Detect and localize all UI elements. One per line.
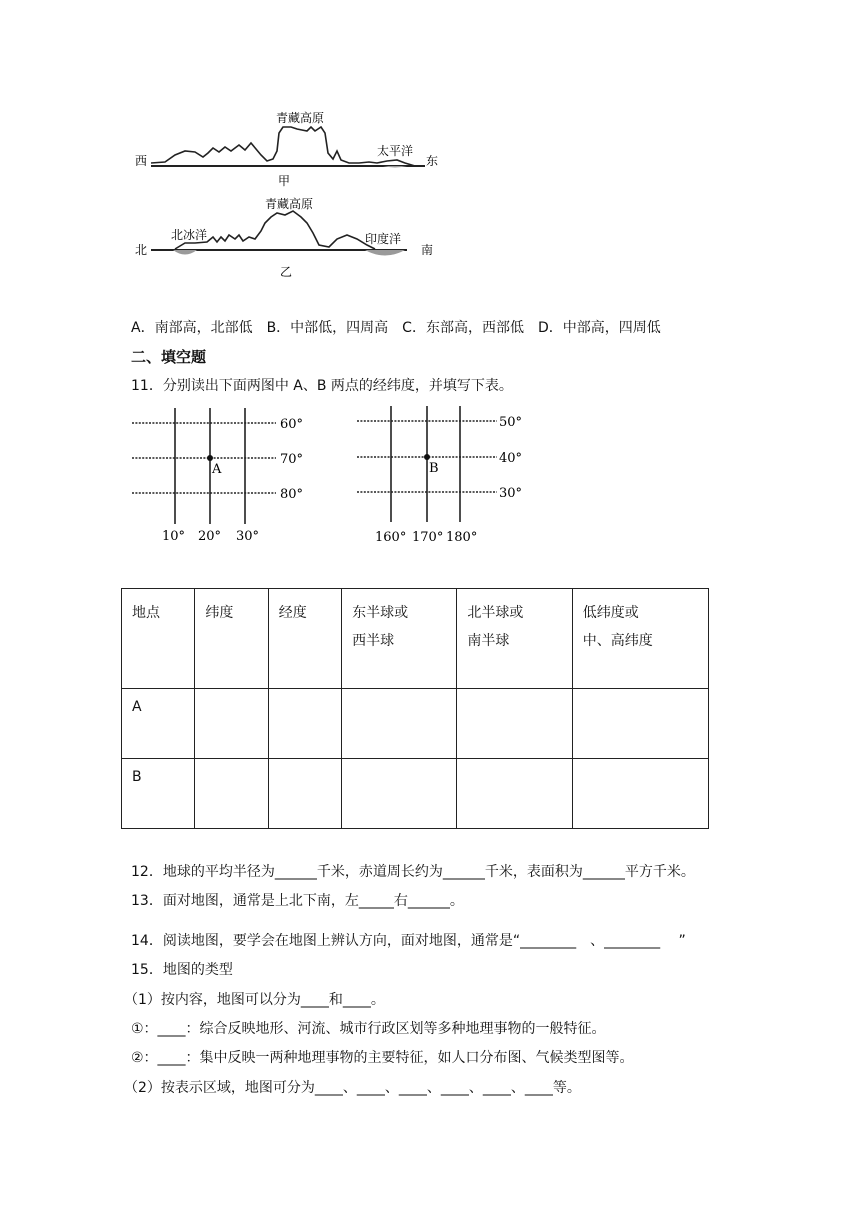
grid-b-lat-2: 30° [499,486,523,501]
th-north-south: 北半球或 南半球 [457,589,572,689]
answer-cell[interactable] [195,689,268,759]
q15-item1: ①：____：综合反映地形、河流、城市行政区划等多种地理事物的一般特征。 [131,1021,606,1037]
answer-cell[interactable] [342,759,457,829]
th-latitude-zone: 低纬度或 中、高纬度 [572,589,708,689]
label-east: 东 [426,154,439,168]
grid-a-lat-0: 60° [280,417,304,432]
point-a-label: A [212,462,222,477]
label-indian: 印度洋 [365,232,402,246]
row-label-b: B [122,759,195,829]
label-arctic: 北冰洋 [171,228,208,242]
grid-b-lat-0: 50° [499,415,523,430]
grid-a-lon-2: 30° [236,529,260,544]
answer-cell[interactable] [342,689,457,759]
th-longitude: 经度 [268,589,341,689]
q15-part2: （2）按表示区域，地图可分为____、____、____、____、____、____等。 [124,1080,581,1096]
row-label-a: A [122,689,195,759]
terrain-profiles [125,105,445,285]
q15-part1: （1）按内容，地图可以分为____和____。 [124,992,385,1008]
answer-table [121,588,709,829]
answer-cell[interactable] [572,759,708,829]
q15-item2: ②：____：集中反映一两种地理事物的主要特征，如人口分布图、气候类型图等。 [131,1050,634,1066]
th-place: 地点 [122,589,195,689]
label-plateau-2: 青藏高原 [265,197,314,211]
answer-cell[interactable] [268,689,341,759]
label-plateau-1: 青藏高原 [276,111,325,125]
grid-b-lon-1: 170° [412,530,444,545]
q15-text: 15．地图的类型 [131,962,233,978]
profile-jia-line [151,127,415,166]
answer-cell[interactable] [457,759,572,829]
answer-cell[interactable] [268,759,341,829]
grid-a-lon-0: 10° [162,529,186,544]
answer-cell[interactable] [457,689,572,759]
grid-b-lon-0: 160° [375,530,407,545]
grid-b [355,404,555,546]
label-jia: 甲 [278,174,291,188]
grid-a-lon-1: 20° [198,529,222,544]
section-title: 二、填空题 [131,348,207,366]
point-b-label: B [429,461,439,476]
th-east-west: 东半球或 西半球 [342,589,457,689]
q10-options: A．南部高，北部低 B．中部低，四周高 C．东部高，西部低 D．中部高，四周低 [131,320,661,336]
label-west: 西 [135,154,148,168]
grid-a-lat-2: 80° [280,487,304,502]
label-pacific: 太平洋 [377,144,414,158]
label-yi: 乙 [280,265,293,279]
th-latitude: 纬度 [195,589,268,689]
table-row [122,759,709,829]
answer-cell[interactable] [195,759,268,829]
label-south: 南 [421,243,434,257]
answer-cell[interactable] [572,689,708,759]
q13-text: 13．面对地图，通常是上北下南，左_____右______。 [131,893,464,909]
grid-b-lon-2: 180° [446,530,478,545]
label-north: 北 [135,243,148,257]
grid-a-lat-1: 70° [280,452,304,467]
q12-text: 12．地球的平均半径为______千米，赤道周长约为______千米，表面积为______平方千米。 [131,864,695,880]
table-row [122,689,709,759]
q14-text: 14．阅读地图，要学会在地图上辨认方向，面对地图，通常是“________ 、________ ” [131,933,686,949]
q11-text: 11．分别读出下面两图中 A、B 两点的经纬度，并填写下表。 [131,378,513,394]
grid-b-lat-1: 40° [499,451,523,466]
grid-a [130,406,320,546]
